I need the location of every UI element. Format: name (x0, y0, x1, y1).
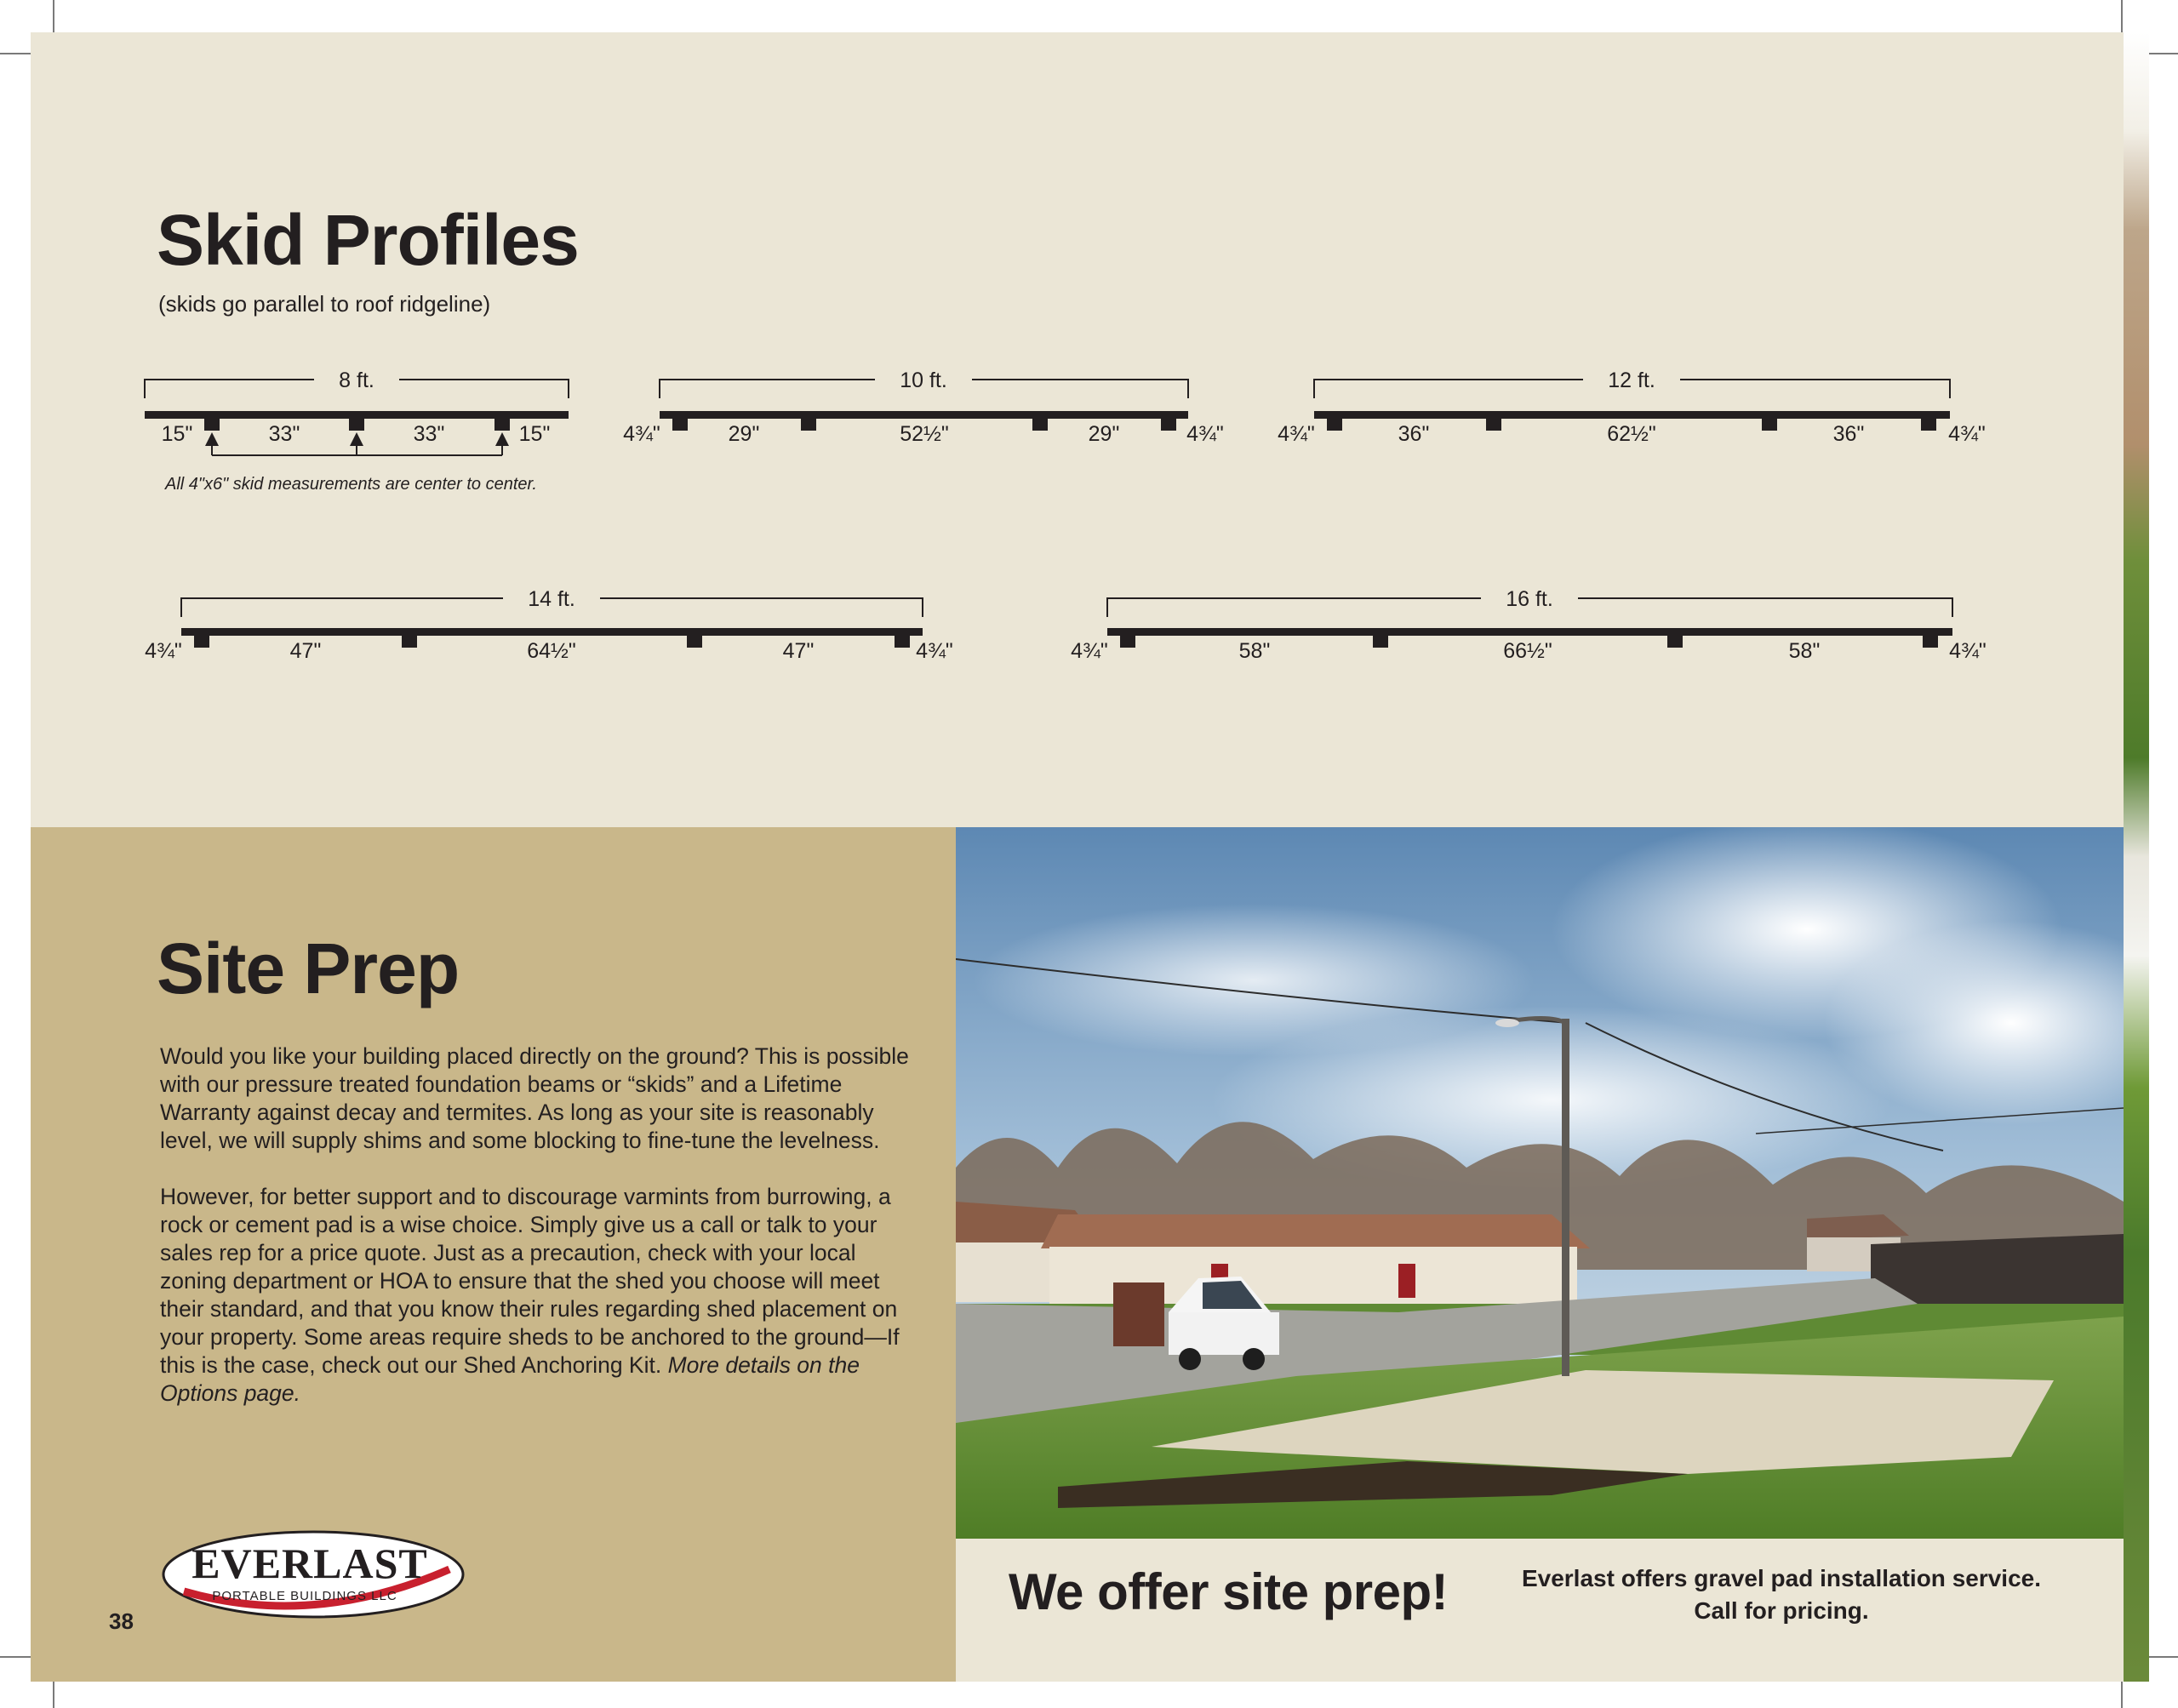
center-to-center-arrows (212, 439, 502, 455)
spacing-label: 4¾" (1071, 639, 1108, 663)
banner-subtext-line-2: Call for pricing. (1694, 1597, 1869, 1624)
spacing-label: 66½" (1503, 639, 1552, 663)
everlast-logo (160, 1528, 466, 1620)
gravel-pad-photo-illustration (956, 827, 2124, 1539)
skid-block (1327, 419, 1342, 431)
skid-block (1120, 636, 1135, 648)
banner-subtext (1483, 1562, 2079, 1627)
spacing-label: 62½" (1607, 422, 1656, 446)
skid-block (1667, 636, 1683, 648)
spacing-label: 33" (413, 422, 445, 446)
logo-wordmark: EVERLAST (192, 1539, 428, 1587)
adjacent-page-bleed (2124, 32, 2149, 1682)
spacing-label: 29" (1088, 422, 1120, 446)
skid-block (895, 636, 910, 648)
profile-size-label: 10 ft. (900, 368, 947, 392)
profile-size-label: 14 ft. (528, 587, 575, 611)
skid-block (204, 419, 220, 431)
skid-profiles-section (31, 32, 2124, 827)
site-prep-body (160, 1043, 909, 1436)
skid-profiles-title: Skid Profiles (157, 200, 579, 280)
spacing-label: 4¾" (1186, 422, 1224, 446)
floor-beam (660, 411, 1188, 419)
spacing-label: 58" (1788, 639, 1821, 663)
spacing-label: 4¾" (1278, 422, 1315, 446)
site-prep-paragraph-2: However, for better support and to discourage varmints from burrowing, a rock or cement pad is a wise choice. Simply give us a call or talk to your sales rep for a price quote. Just as a precaution, check with your local zoning department or HOA to ensure that the shed you choose will meet their standard, and that you know their rules regarding shed placement on your property. Some areas require sheds to be anchored to the ground—If this is the case, check out our Shed Anchoring Kit. More details on the Options page. (160, 1184, 900, 1406)
skid-profile-10ft (623, 368, 1224, 446)
skid-profiles-diagram (31, 32, 2124, 827)
spacing-label: 36" (1398, 422, 1430, 446)
skid-measurement-note: All 4"x6" skid measurements are center to center. (165, 475, 537, 494)
skid-profile-16ft (1071, 587, 1986, 663)
skid-block (1161, 419, 1176, 431)
skid-block (349, 419, 364, 431)
site-prep-title: Site Prep (157, 928, 460, 1008)
spacing-label: 33" (268, 422, 300, 446)
spacing-label: 47" (289, 639, 322, 663)
skid-block (1373, 636, 1388, 648)
spacing-label: 29" (728, 422, 760, 446)
skid-profiles-subtitle: (skids go parallel to roof ridgeline) (158, 291, 491, 317)
floor-beam (181, 628, 923, 636)
spacing-label: 52½" (900, 422, 949, 446)
page-number: 38 (109, 1608, 134, 1634)
floor-beam (1314, 411, 1950, 419)
skid-profile-group (145, 368, 1986, 663)
skid-profile-12ft (1278, 368, 1986, 446)
site-prep-paragraph-1: Would you like your building placed directly on the ground? This is possible with our pressure treated foundation beams or “skids” and a Lifetime Warranty against decay and termites. As long as your site is reasonably level, we will supply shims and some blocking to fine-tune the levelness. (160, 1043, 909, 1153)
skid-block (801, 419, 816, 431)
skid-block (1923, 636, 1938, 648)
banner-headline: We offer site prep! (1009, 1563, 1449, 1620)
spacing-label: 36" (1832, 422, 1865, 446)
spacing-label: 4¾" (1949, 639, 1986, 663)
skid-block (687, 636, 702, 648)
profile-size-label: 8 ft. (339, 368, 374, 392)
skid-profile-8ft (145, 368, 569, 446)
skid-block (402, 636, 417, 648)
spacing-label: 47" (782, 639, 815, 663)
banner-subtext-line-1: Everlast offers gravel pad installation service. (1521, 1565, 2042, 1591)
spacing-label: 4¾" (145, 639, 182, 663)
skid-block (494, 419, 510, 431)
options-page-reference: More details on the Options page. (160, 1352, 860, 1406)
floor-beam (1107, 628, 1952, 636)
skid-block (1032, 419, 1048, 431)
profile-size-label: 16 ft. (1506, 587, 1553, 611)
spacing-label: 64½" (527, 639, 576, 663)
spacing-label: 4¾" (916, 639, 953, 663)
skid-block (194, 636, 209, 648)
logo-tagline: PORTABLE BUILDINGS LLC (212, 1589, 397, 1603)
spacing-label: 4¾" (623, 422, 660, 446)
skid-block (1486, 419, 1501, 431)
skid-profile-14ft (145, 587, 953, 663)
site-prep-photo (956, 827, 2124, 1539)
spacing-label: 15" (161, 422, 193, 446)
site-prep-banner (956, 1539, 2124, 1682)
spacing-label: 15" (518, 422, 551, 446)
brochure-page (31, 32, 2124, 1682)
floor-beam (145, 411, 569, 419)
skid-block (672, 419, 688, 431)
spacing-label: 4¾" (1948, 422, 1986, 446)
skid-block (1762, 419, 1777, 431)
profile-size-label: 12 ft. (1608, 368, 1655, 392)
spacing-label: 58" (1238, 639, 1271, 663)
skid-block (1921, 419, 1936, 431)
